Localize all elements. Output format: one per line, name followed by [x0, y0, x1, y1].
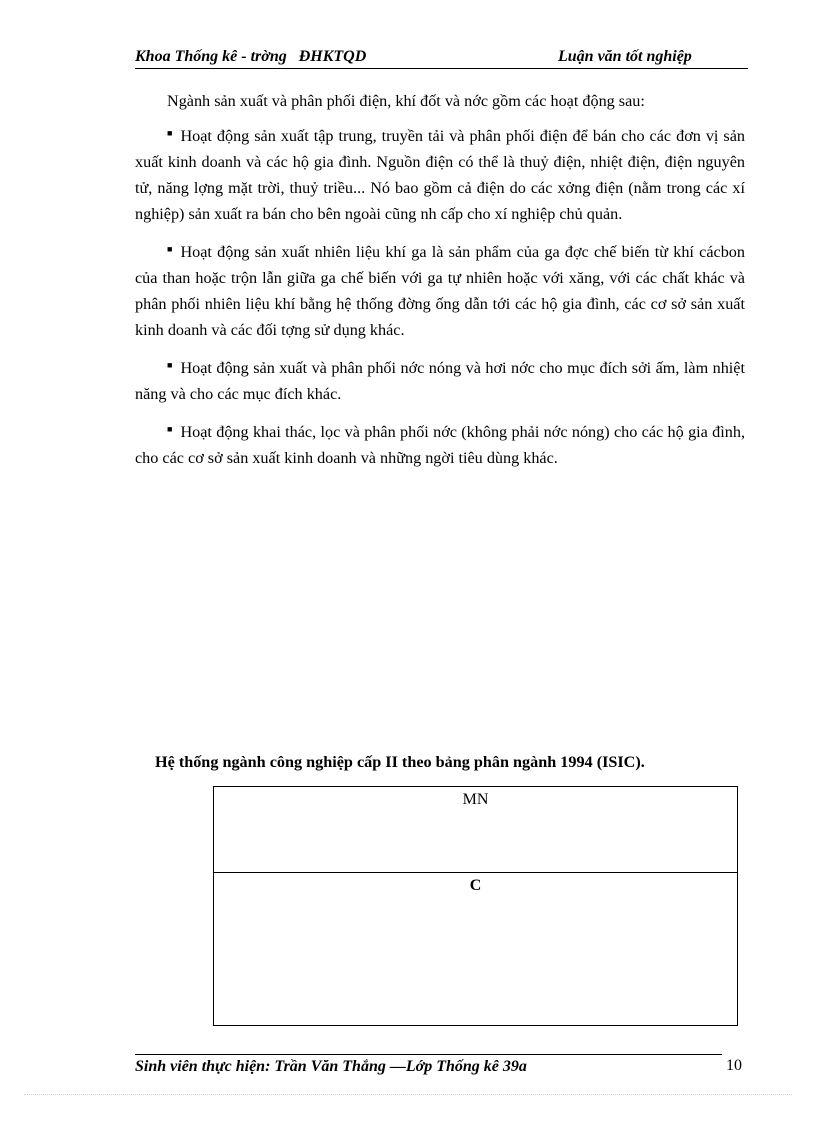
bullet-square-icon: ■	[167, 424, 173, 434]
isic-section-title: Hệ thống ngành công nghiệp cấp II theo bảng phân ngành 1994 (ISIC).	[155, 753, 645, 771]
isic-row-mn	[214, 787, 737, 873]
footer-author: Sinh viên thực hiện: Trần Văn Thắng —Lớp Thống kê 39a	[135, 1058, 527, 1075]
isic-row-mn-label: MN	[462, 791, 489, 808]
bullet-text: Hoạt động khai thác, lọc và phân phối nớc (không phải nớc nóng) cho các hộ gia đình, cho các cơ sở sản xuất kinh doanh và những ngời tiêu dùng khác.	[135, 423, 745, 467]
page-number: 10	[726, 1057, 742, 1074]
isic-row-c-label: C	[469, 877, 482, 894]
isic-row-c	[214, 873, 737, 1025]
bullet-paragraph	[135, 236, 745, 343]
bullet-paragraph	[135, 352, 745, 407]
isic-diagram-box	[213, 786, 738, 1026]
intro-paragraph: Ngành sản xuất và phân phối điện, khí đốt và nớc gồm các hoạt động sau:	[167, 92, 645, 110]
bullet-paragraph	[135, 416, 745, 471]
page-header	[135, 46, 748, 69]
bullet-square-icon: ■	[167, 360, 173, 370]
header-faculty: Khoa Thống kê - trờng ĐHKTQD	[135, 48, 367, 65]
page-bottom-divider	[24, 1094, 792, 1095]
bullet-square-icon: ■	[167, 244, 173, 254]
header-thesis-title: Luận văn tốt nghiệp	[558, 48, 692, 65]
bullet-text: Hoạt động sản xuất nhiên liệu khí ga là sản phẩm của ga đợc chế biến từ khí cácbon của than hoặc trộn lẫn giữa ga chế biến với ga tự nhiên hoặc với xăng, với các chất khác và phân phối nhiên liệu khí bằng hệ thống đờng ống dẫn tới các hộ gia đình, các cơ sở sản xuất kinh doanh và các đối tợng sử dụng khác.	[135, 243, 745, 339]
body-text	[135, 88, 745, 480]
bullet-paragraph	[135, 120, 745, 227]
footer-divider	[135, 1054, 722, 1055]
bullet-square-icon: ■	[167, 128, 173, 138]
bullet-text: Hoạt động sản xuất tập trung, truyền tải và phân phối điện để bán cho các đơn vị sản xuất kinh doanh và các hộ gia đình. Nguồn điện có thể là thuỷ điện, nhiệt điện, điện nguyên tử, năng lợng mặt trời, thuỷ triều... Nó bao gồm cả điện do các xởng điện (nằm trong các xí nghiệp) sản xuất ra bán cho bên ngoài cũng nh cấp cho xí nghiệp chủ quản.	[135, 127, 745, 223]
bullet-text: Hoạt động sản xuất và phân phối nớc nóng và hơi nớc cho mục đích sởi ấm, làm nhiệt năng và cho các mục đích khác.	[135, 359, 745, 403]
